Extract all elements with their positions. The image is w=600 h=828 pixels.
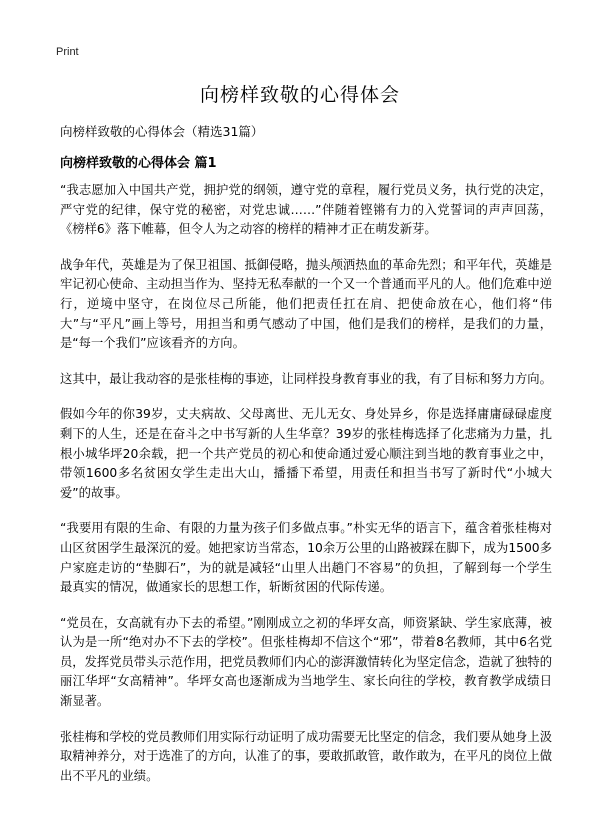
print-label[interactable]: Print	[56, 46, 79, 58]
paragraph-3: 这其中，最让我动容的是张桂梅的事迹，让同样投身教育事业的我，有了目标和努力方向。	[60, 371, 552, 386]
article-body	[60, 181, 552, 802]
section-heading: 向榜样致敬的心得体会 篇1	[60, 156, 217, 171]
paragraph-4: 假如今年的你39岁，丈夫病故、父母离世、无儿无女、身处异乡，你是选择庸庸碌碌虚度剩下的人生，还是在奋斗之中书写新的人生华章？39岁的张桂梅选择了化悲痛为力量，扎根小城华坪20余载，把一个共产党员的初心和使命通过爱心顺注到当地的教育事业之中，带领1600多名贫困女学生走出大山，播播下希望，用责任和担当书写了新时代“小城大爱”的故事。	[60, 407, 552, 500]
page-title: 向榜样致敬的心得体会	[199, 84, 400, 106]
paragraph-6: “党员在，女高就有办下去的希望。”刚刚成立之初的华坪女高，师资紧缺、学生家底薄，被认为是一所“绝对办不下去的学校”。但张桂梅却不信这个“邪”，带着8名教师，其中6名党员，发挥党员带头示范作用，把党员教师们内心的澎湃激情转化为坚定信念，造就了独特的丽江华坪“女高精神”。华坪女高也逐渐成为当地学生、家长向往的学校，教育教学成绩日渐显著。	[60, 615, 552, 709]
paragraph-1: “我志愿加入中国共产党，拥护党的纲领，遵守党的章程，履行党员义务，执行党的决定，严守党的纪律，保守党的秘密，对党忠诚……”伴随着铿锵有力的入党誓词的声声回荡，《榜样6》落下帷幕，但令人为之动容的榜样的精神才正在萌发新芽。	[60, 183, 552, 237]
paragraph-7: 张桂梅和学校的党员教师们用实际行动证明了成功需要无比坚定的信念，我们要从她身上汲取精神养分，对于选准了的方向，认准了的事，要敢抓敢管，敢作敢为，在平凡的岗位上做出不平凡的业绩。	[60, 729, 552, 783]
paragraph-5: “我要用有限的生命、有限的力量为孩子们多做点事。”朴实无华的语言下，蕴含着张桂梅对山区贫困学生最深沉的爱。她把家访当常态，10余万公里的山路被踩在脚下，成为1500多户家庭走访的“垫脚石”，为的就是减轻“山里人出趟门不容易”的负担，了解到每一个学生最真实的情况，做通家长的思想工作，斩断贫困的代际传递。	[60, 521, 552, 595]
document-subtitle: 向榜样致敬的心得体会（精选31篇）	[60, 124, 264, 139]
paragraph-2: 战争年代，英雄是为了保卫祖国、抵御侵略，抛头颅洒热血的革命先烈；和平年代，英雄是牢记初心使命、主动担当作为、坚持无私奉献的一个又一个普通而平凡的人。他们危难中逆行，逆境中坚守，在岗位尽己所能，他们把责任扛在肩、把使命放在心，他们将“伟大”与“平凡”画上等号，用担当和勇气感动了中国，他们是我们的榜样，是我们的力量，是“每一个我们”应该看齐的方向。	[60, 257, 552, 351]
